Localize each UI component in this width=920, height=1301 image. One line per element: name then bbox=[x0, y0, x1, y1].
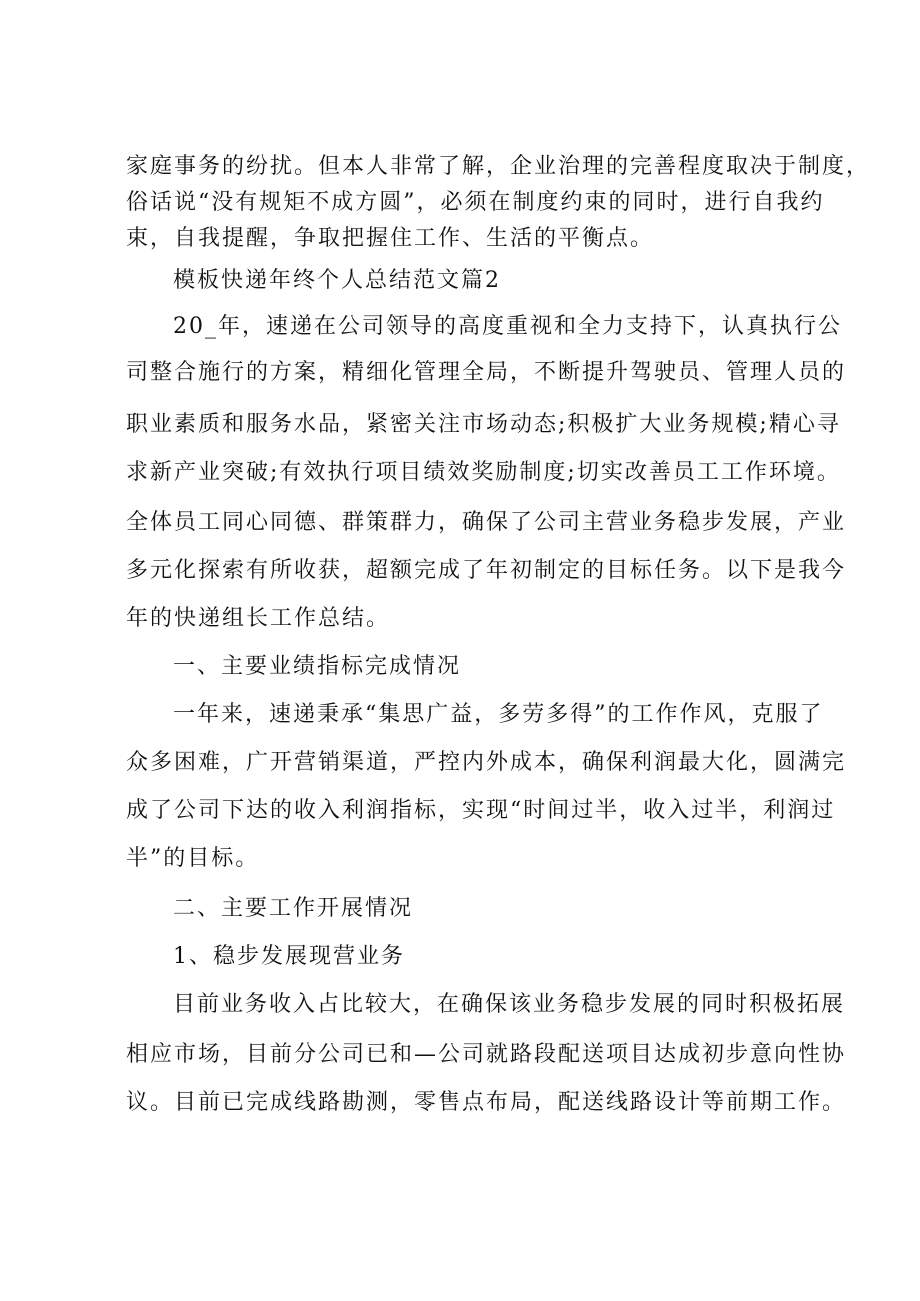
section-title: 模板快递年终个人总结范文篇2 bbox=[173, 268, 501, 293]
text-line-1: 家庭事务的纷扰。但本人非常了解，企业治理的完善程度取决于制度， bbox=[126, 154, 871, 179]
text-line-6: 司整合施行的方案，精细化管理全局，不断提升驾驶员、管理人员的 bbox=[126, 360, 847, 385]
text-line-21: 议。目前已完成线路勘测，零售点布局，配送线路设计等前期工作。 bbox=[126, 1090, 847, 1115]
subheading-1: 1、稳步发展现营业务 bbox=[173, 944, 405, 969]
text-line-19: 目前业务收入占比较大，在确保该业务稳步发展的同时积极拓展 bbox=[173, 992, 846, 1017]
text-line-5: 20_年，速递在公司领导的高度重视和全力支持下，认真执行公 bbox=[173, 314, 842, 339]
text-line-16: 半”的目标。 bbox=[126, 846, 260, 871]
heading-1: 一、主要业绩指标完成情况 bbox=[173, 654, 462, 679]
text-line-13: 一年来，速递秉承“集思广益，多劳多得”的工作作风，克服了 bbox=[173, 702, 824, 727]
text-line-15: 成了公司下达的收入利润指标，实现“时间过半，收入过半，利润过 bbox=[126, 798, 836, 823]
heading-2: 二、主要工作开展情况 bbox=[173, 896, 414, 921]
text-line-8: 求新产业突破;有效执行项目绩效奖励制度;切实改善员工工作环境。 bbox=[126, 460, 841, 485]
text-line-14: 众多困难，广开营销渠道，严控内外成本，确保利润最大化，圆满完 bbox=[126, 750, 847, 775]
text-line-10: 多元化探索有所收获，超额完成了年初制定的目标任务。以下是我今 bbox=[126, 558, 847, 583]
text-line-7: 职业素质和服务水品，紧密关注市场动态;积极扩大业务规模;精心寻 bbox=[126, 412, 841, 437]
text-line-20: 相应市场，目前分公司已和—公司就路段配送项目达成初步意向性协 bbox=[126, 1042, 847, 1067]
text-line-9: 全体员工同心同德、群策群力，确保了公司主营业务稳步发展，产业 bbox=[126, 510, 847, 535]
text-line-11: 年的快递组长工作总结。 bbox=[126, 606, 391, 631]
text-line-2: 俗话说“没有规矩不成方圆”，必须在制度约束的同时，进行自我约 bbox=[126, 190, 825, 215]
text-line-3: 束，自我提醒，争取把握住工作、生活的平衡点。 bbox=[126, 226, 655, 251]
